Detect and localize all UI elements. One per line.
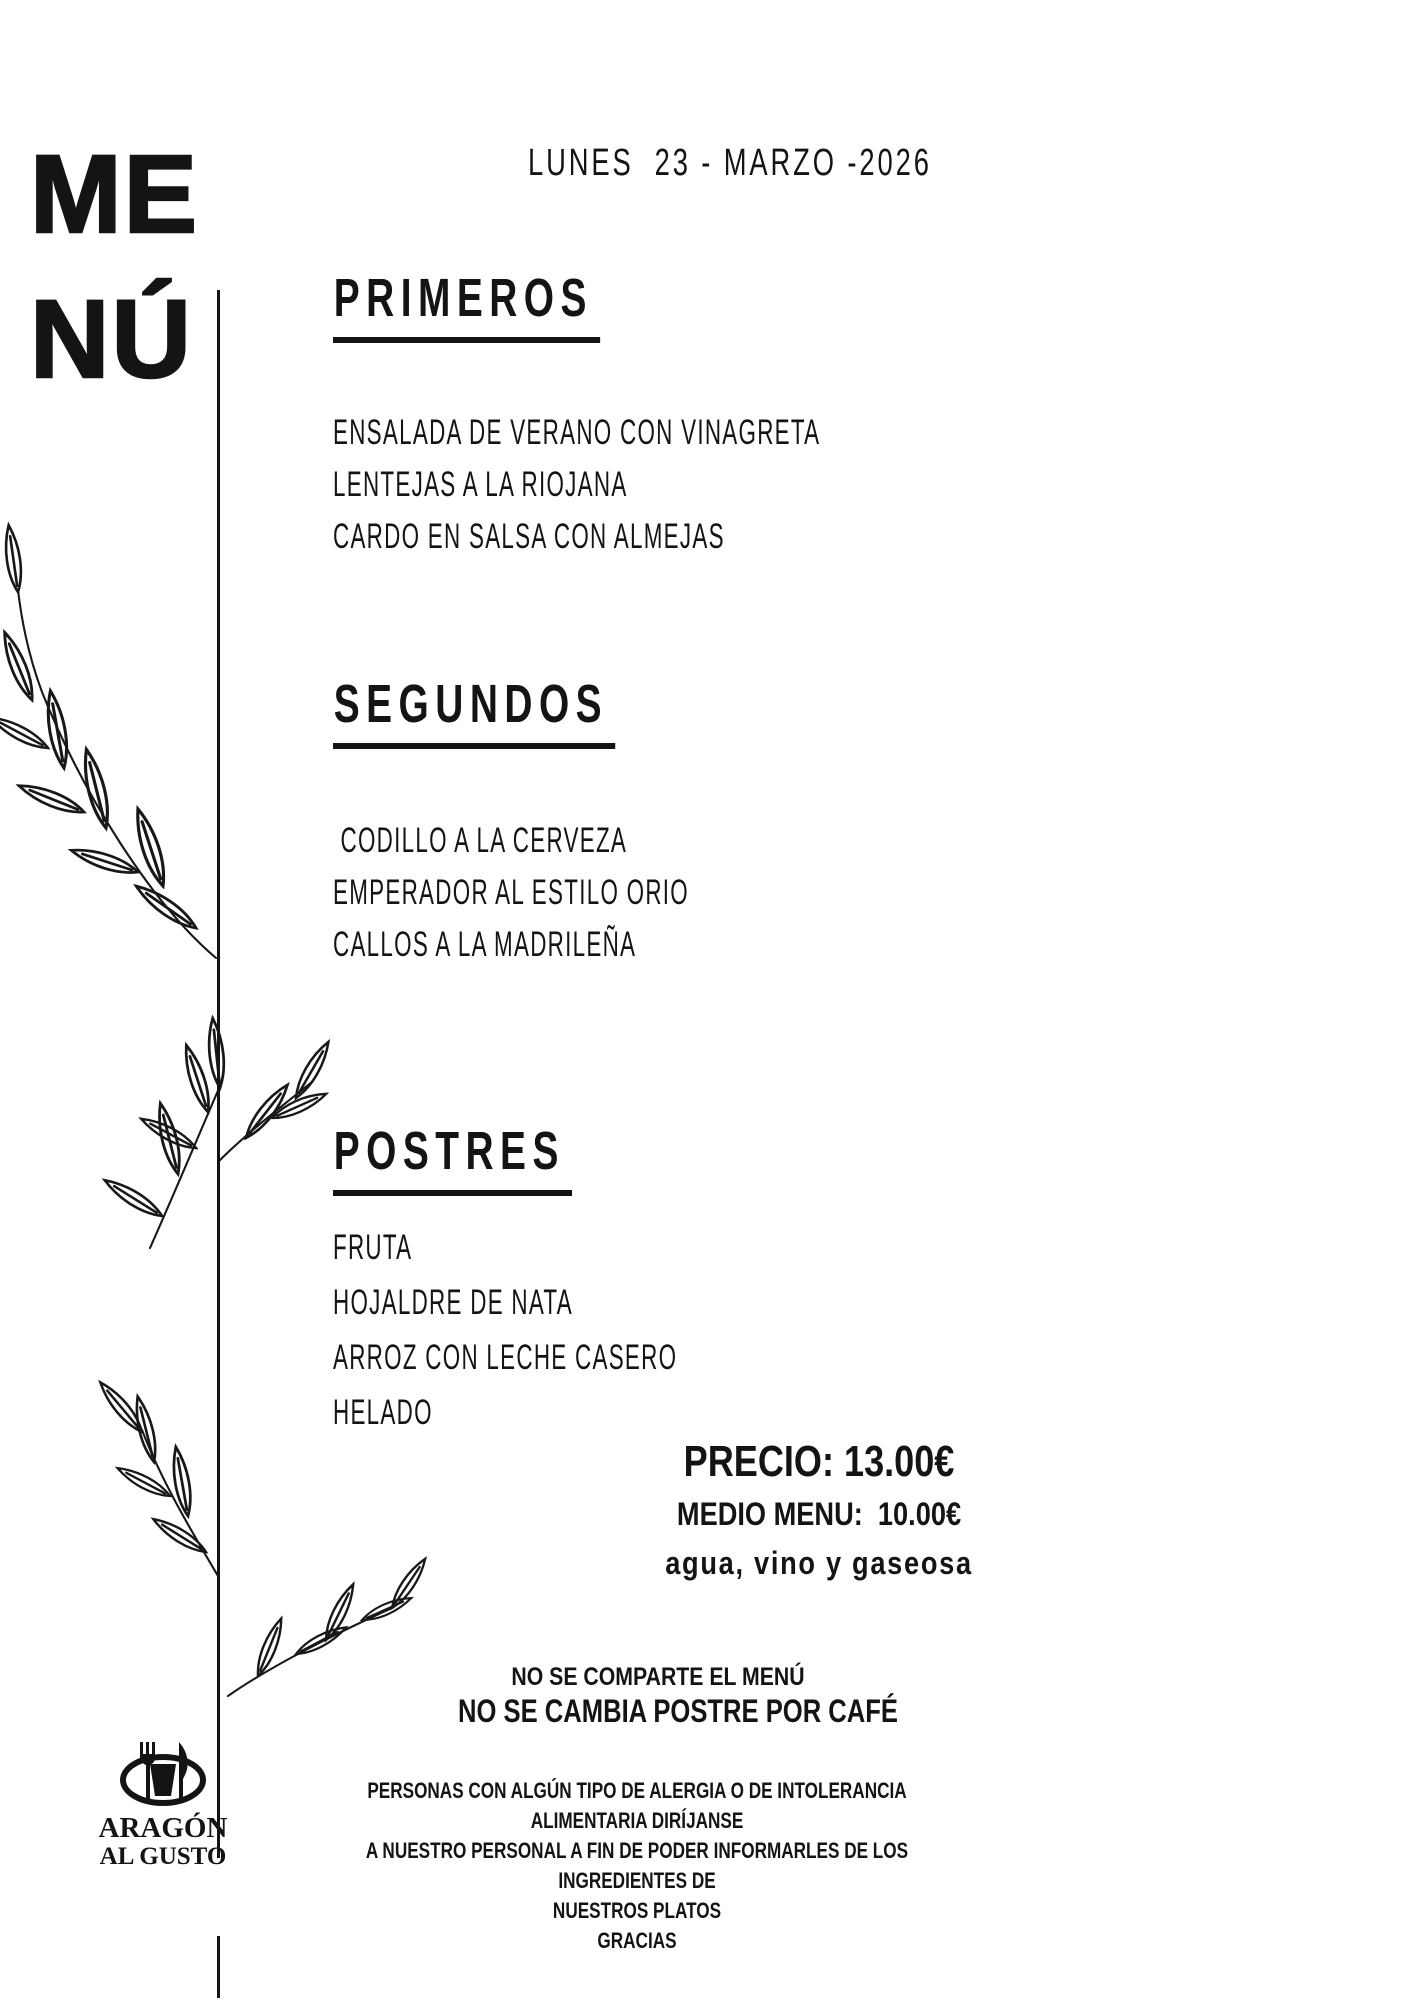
section-heading-primeros: PRIMEROS [333,271,600,343]
half-menu-block [569,1496,1069,1533]
section-postres [333,1121,665,1196]
drinks-included-label: agua, vino y gaseosa [665,1545,973,1581]
no-share-note-block [408,1663,908,1692]
logo-name-line-2: AL GUSTO [99,1843,227,1870]
section-heading-postres: POSTRES [333,1124,572,1196]
section-primeros-items [333,407,1095,563]
menu-title-line-1: ME [30,133,199,256]
restaurant-logo [88,1738,238,1870]
section-heading-segundos: SEGUNDOS [333,677,615,749]
menu-item: FRUTA [333,1228,413,1267]
vertical-divider [217,290,220,1858]
no-share-note: NO SE COMPARTE EL MENÚ [511,1663,805,1691]
thanks-note: GRACIAS [597,1928,677,1953]
allergy-notice-line-1: PERSONAS CON ALGÚN TIPO DE ALERGIA O DE INTOLERANCIA ALIMENTARIA DIRÍJANSE [367,1778,907,1833]
section-segundos [333,674,725,749]
price-label: PRECIO: 13.00€ [683,1437,955,1486]
no-swap-note-block [408,1693,908,1730]
plate-cutlery-icon [88,1738,238,1808]
allergy-notice-line-3: NUESTROS PLATOS [552,1898,722,1923]
menu-item: HOJALDRE DE NATA [333,1283,573,1322]
menu-item: ARROZ CON LECHE CASERO [333,1338,678,1377]
menu-item: CARDO EN SALSA CON ALMEJAS [333,517,725,556]
leaf-sprig-1 [0,524,216,958]
price-block [569,1437,1069,1487]
drinks-block [569,1545,1069,1582]
menu-date [528,142,1089,185]
menu-item: LENTEJAS A LA RIOJANA [333,465,628,504]
section-segundos-items [333,815,889,971]
menu-item: EMPERADOR AL ESTILO ORIO [333,873,690,912]
logo-name-line-1: ARAGÓN [98,1812,228,1844]
menu-item: CODILLO A LA CERVEZA [333,821,628,860]
section-primeros [333,268,704,343]
menu-title-line-2: NÚ [30,278,193,401]
allergy-notice-line-2: A NUESTRO PERSONAL A FIN DE PODER INFORMARLES DE LOS INGREDIENTES DE [365,1838,909,1893]
section-postres-items [333,1220,871,1440]
half-menu-label: MEDIO MENU: 10.00€ [676,1496,962,1532]
menu-item: ENSALADA DE VERANO CON VINAGRETA [333,413,821,452]
no-swap-note: NO SE CAMBIA POSTRE POR CAFÉ [458,1693,898,1729]
menu-item: CALLOS A LA MADRILEÑA [333,925,637,964]
menu-item: HELADO [333,1393,433,1432]
menu-date-text: LUNES 23 - MARZO -2026 [528,142,932,184]
vertical-divider-bottom [217,1936,220,1998]
allergy-notice [287,1776,987,1956]
leaf-sprig-3 [96,1378,218,1576]
leaf-sprig-4 [228,1556,430,1696]
